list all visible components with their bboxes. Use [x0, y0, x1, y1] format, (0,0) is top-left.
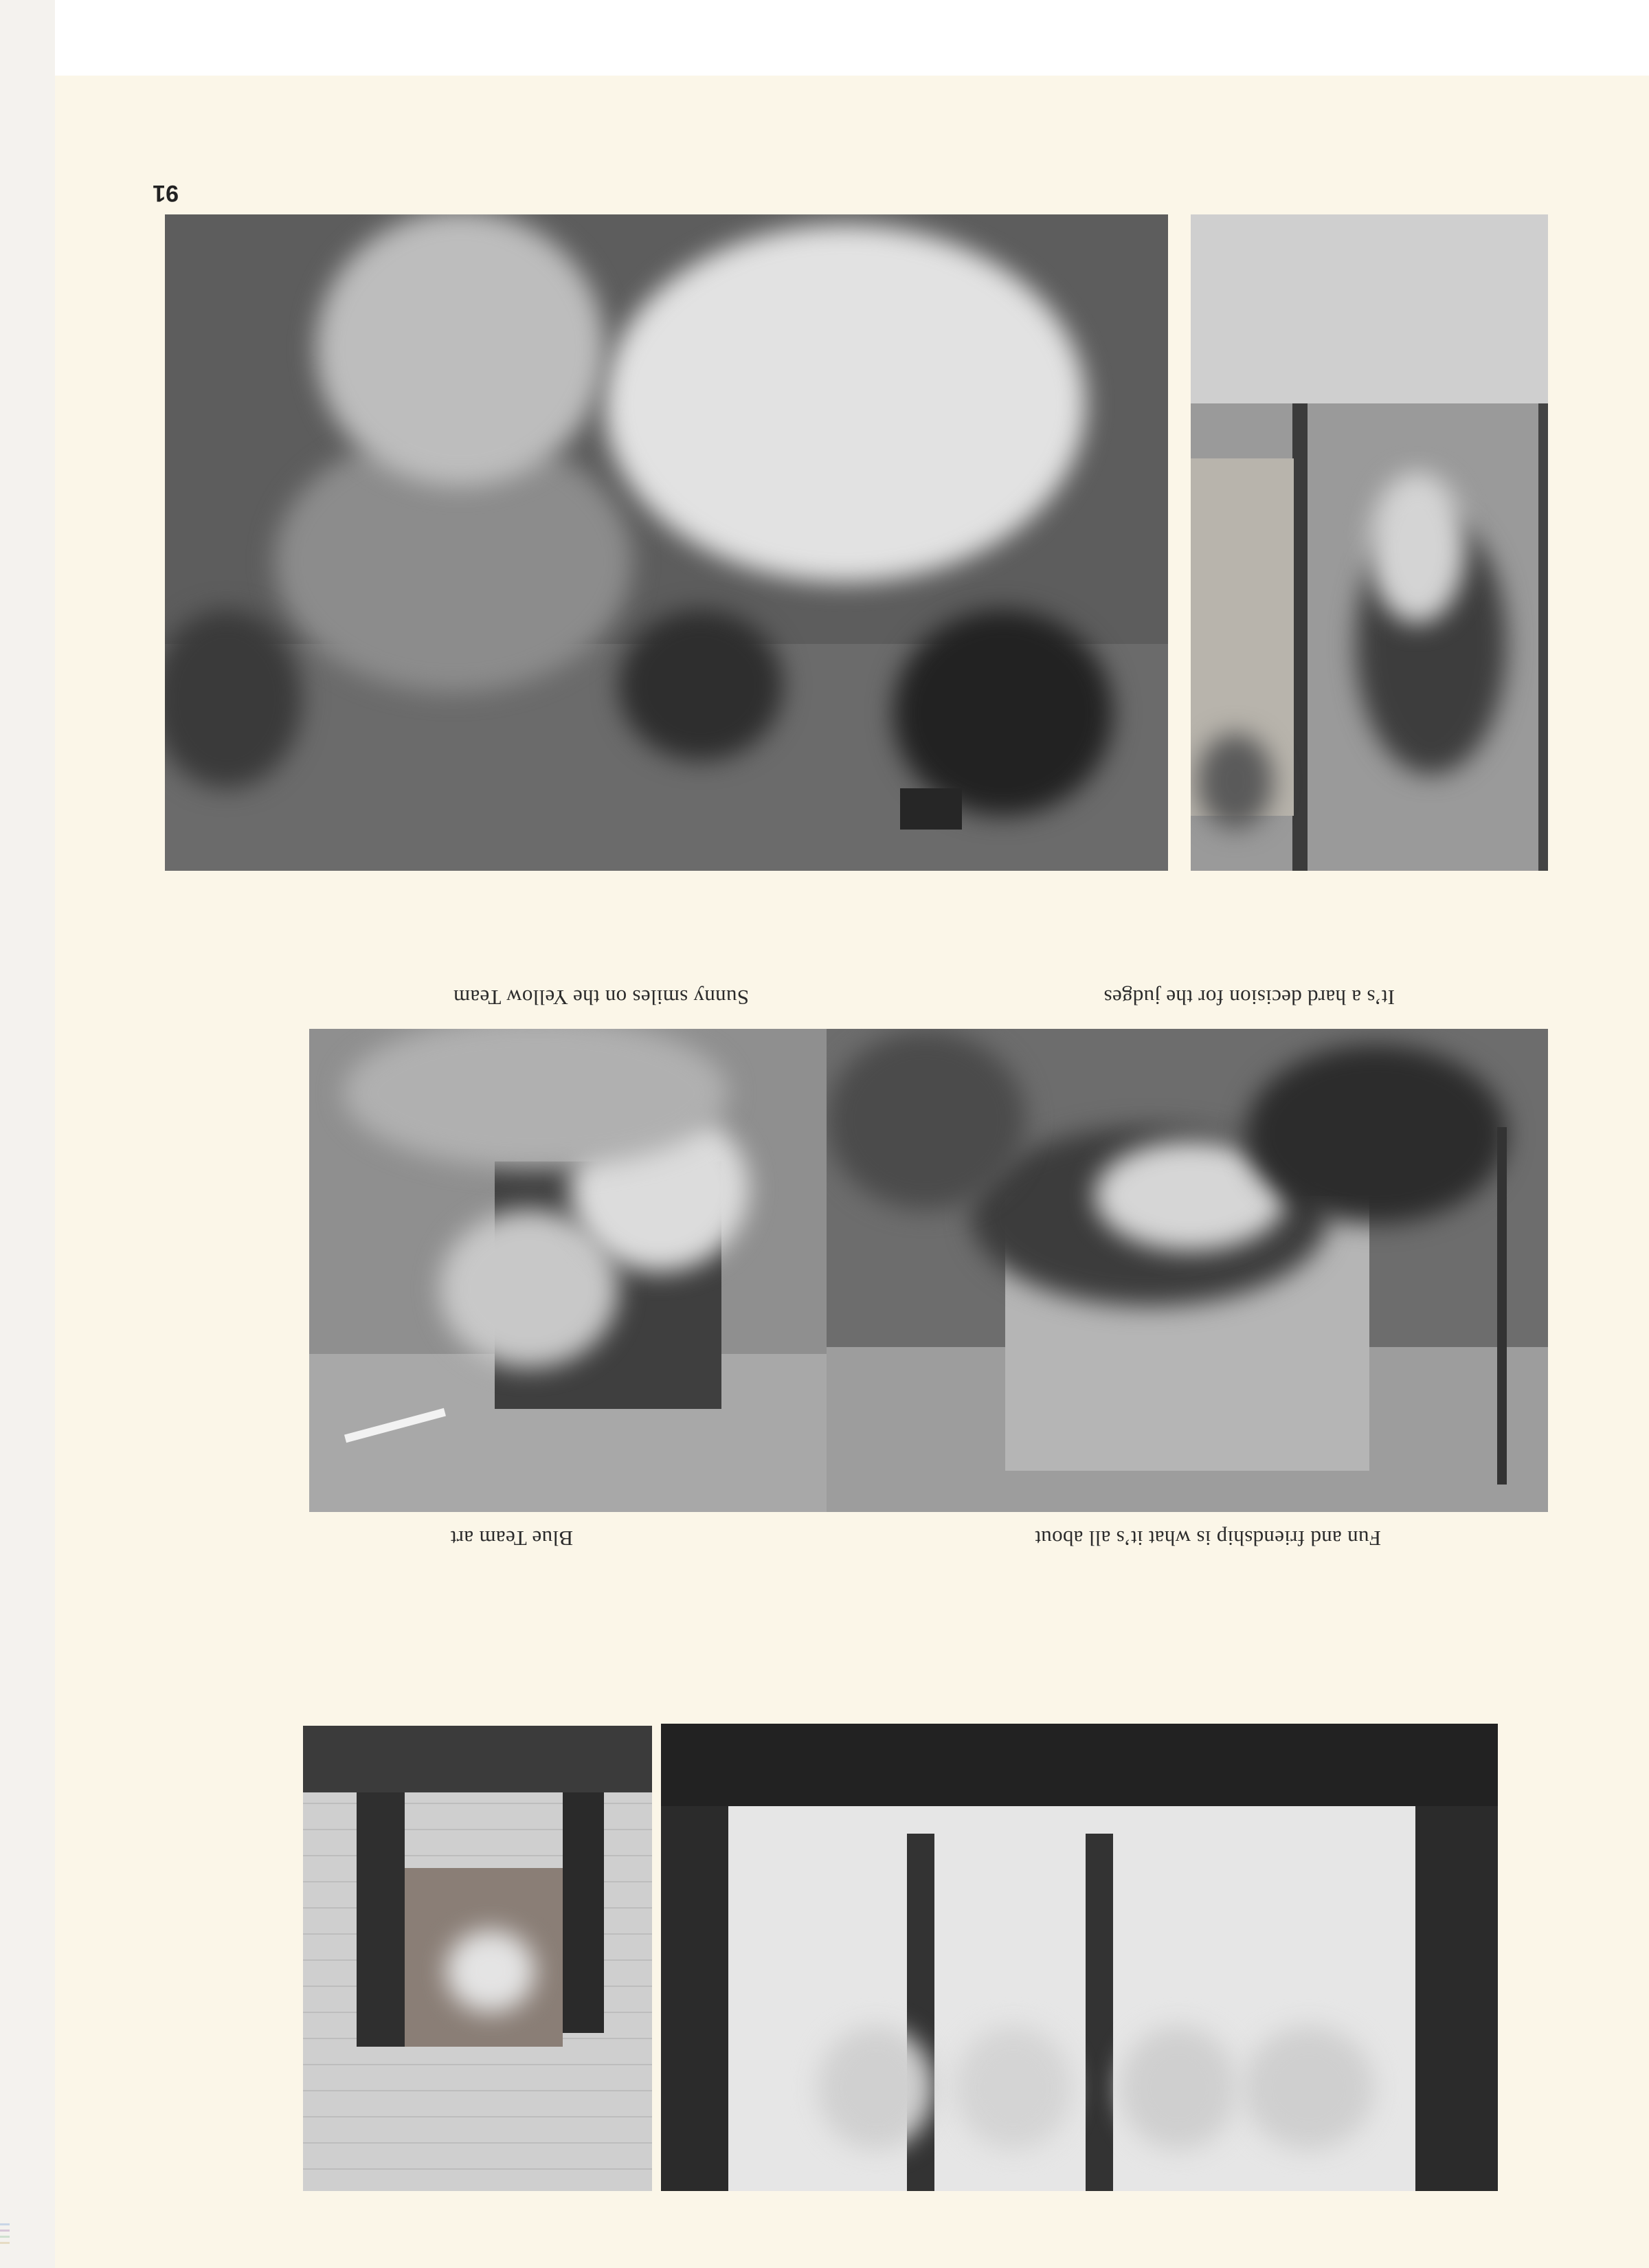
- caption-blue-team-art: [451, 1524, 574, 1551]
- caption-line: Blue Team art: [450, 1526, 573, 1550]
- photo-yellow-team: [309, 1029, 852, 1512]
- photo-fun-friendship: [661, 1724, 1498, 2191]
- caption-line: It’s a hard decision for the judges: [1103, 986, 1395, 1010]
- caption-line: Fun and friendship is what it’s all about: [1035, 1526, 1381, 1550]
- caption-judges: [1103, 983, 1395, 1010]
- rotated-page-content: [55, 76, 1649, 2268]
- photo-blue-team-art: [303, 1726, 652, 2191]
- caption-yellow-team: [453, 983, 749, 1010]
- yearbook-page: [55, 76, 1649, 2268]
- caption-fun-friendship: [1035, 1524, 1381, 1551]
- photo-maccabiah-shout: [165, 214, 1168, 871]
- page-number: 91: [153, 180, 179, 206]
- scan-edge: [0, 0, 55, 2268]
- photo-judges: [827, 1029, 1548, 1512]
- photo-maccabathon: [1191, 214, 1548, 871]
- caption-line: Sunny smiles on the Yellow Team: [453, 986, 749, 1010]
